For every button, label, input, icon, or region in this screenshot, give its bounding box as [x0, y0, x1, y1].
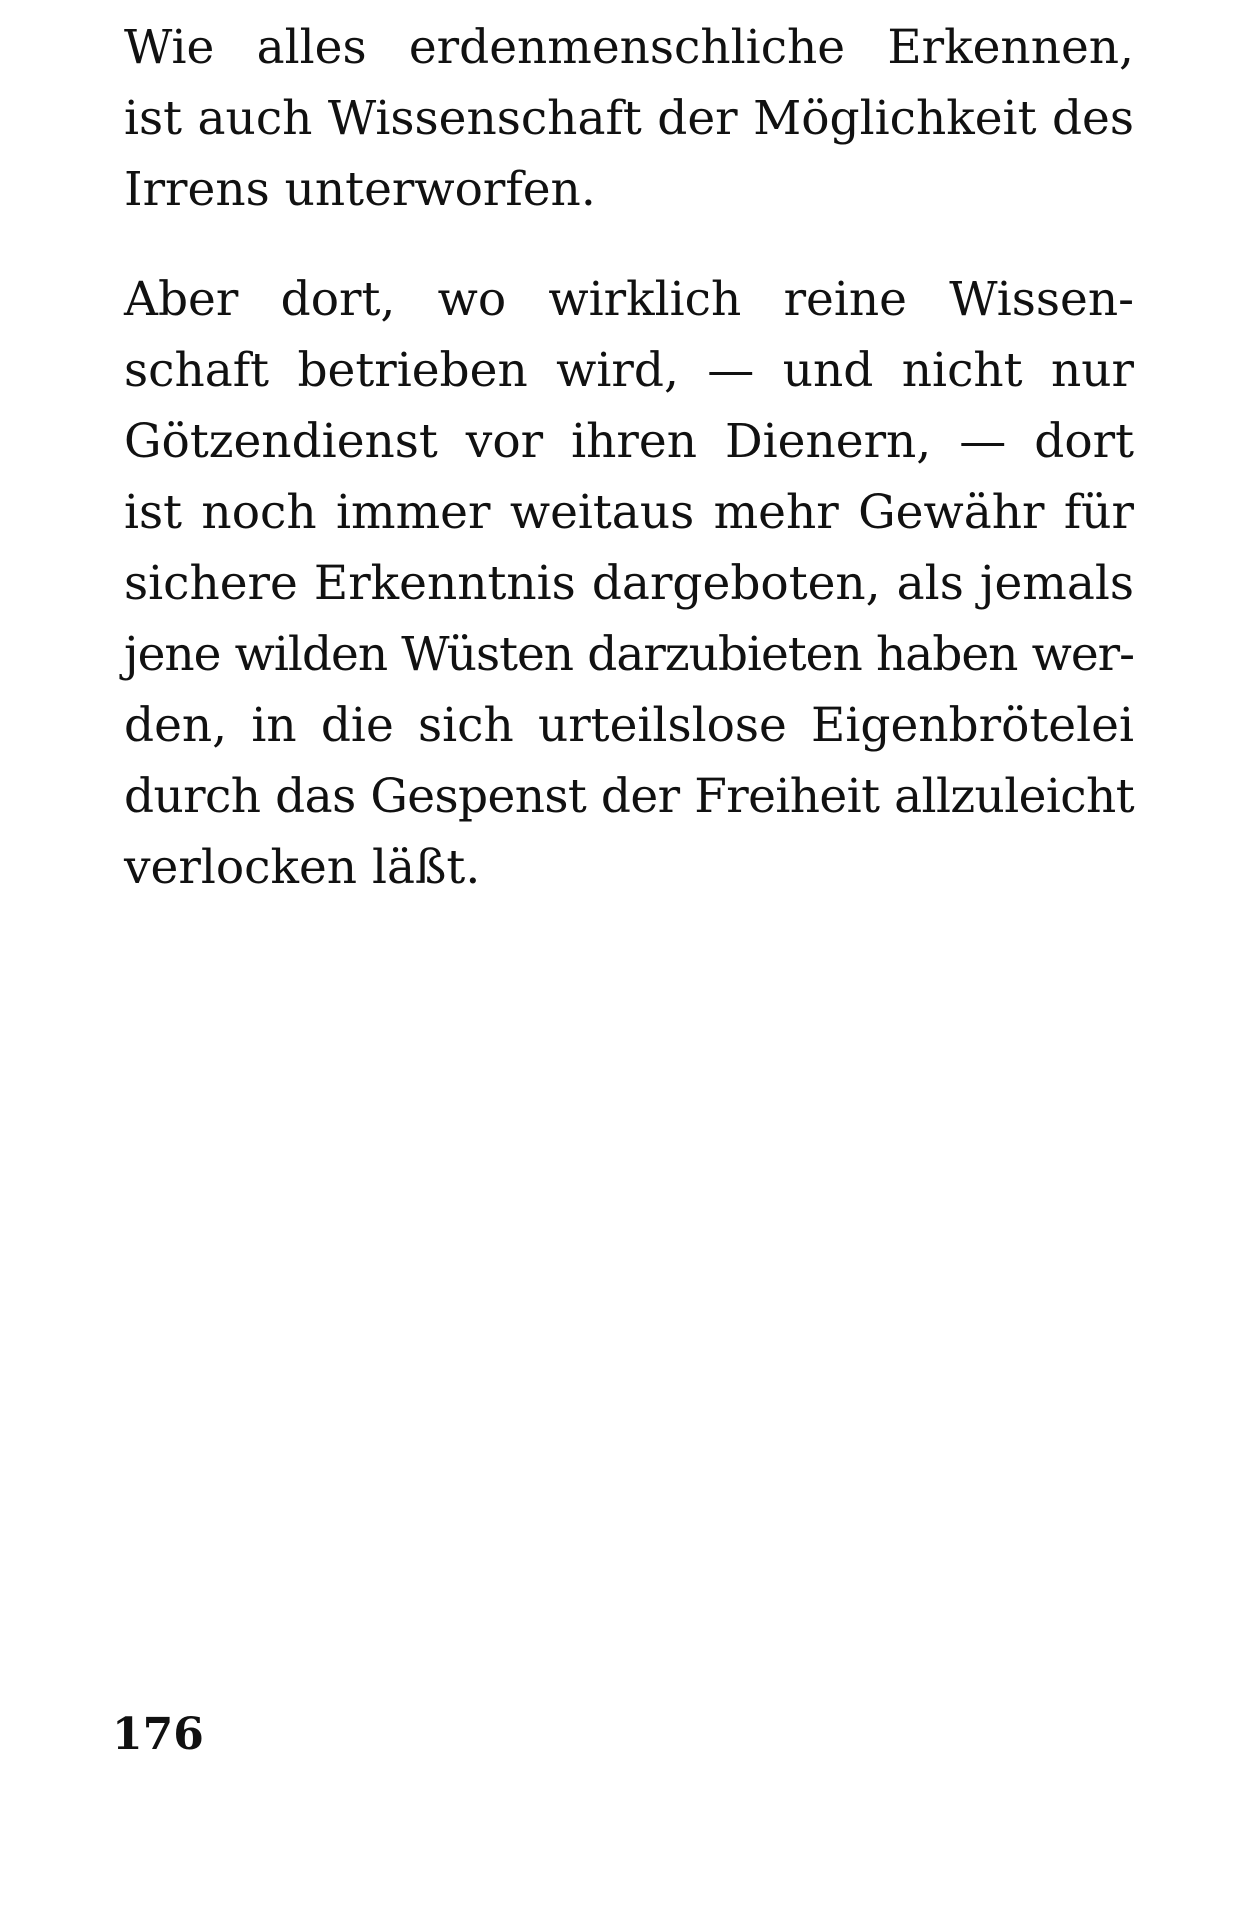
text-line: Götzendienst vor ihren Dienern, — dort [124, 414, 1134, 469]
text-line: Aber dort, wo wirklich reine Wissen- [124, 272, 1134, 327]
text-line: durch das Gespenst der Freiheit allzuleicht [124, 769, 1134, 824]
text-line: Irrens unterworfen. [124, 162, 596, 217]
paragraph-2 [124, 264, 1134, 903]
text-line: sichere Erkenntnis dargeboten, als jemals [124, 556, 1134, 611]
text-line: den, in die sich urteilslose Eigenbrötelei [124, 698, 1134, 753]
text-line: Wie alles erdenmenschliche Erkennen, [124, 20, 1134, 75]
page-number: 176 [112, 1709, 204, 1760]
text-line: jene wilden Wüsten darzubieten haben wer- [124, 627, 1134, 682]
paragraph-1 [124, 12, 1134, 225]
text-line: ist noch immer weitaus mehr Gewähr für [124, 485, 1134, 540]
text-line: verlocken läßt. [124, 840, 481, 895]
text-line: schaft betrieben wird, — und nicht nur [124, 343, 1134, 398]
text-line: ist auch Wissenschaft der Möglichkeit des [124, 91, 1134, 146]
